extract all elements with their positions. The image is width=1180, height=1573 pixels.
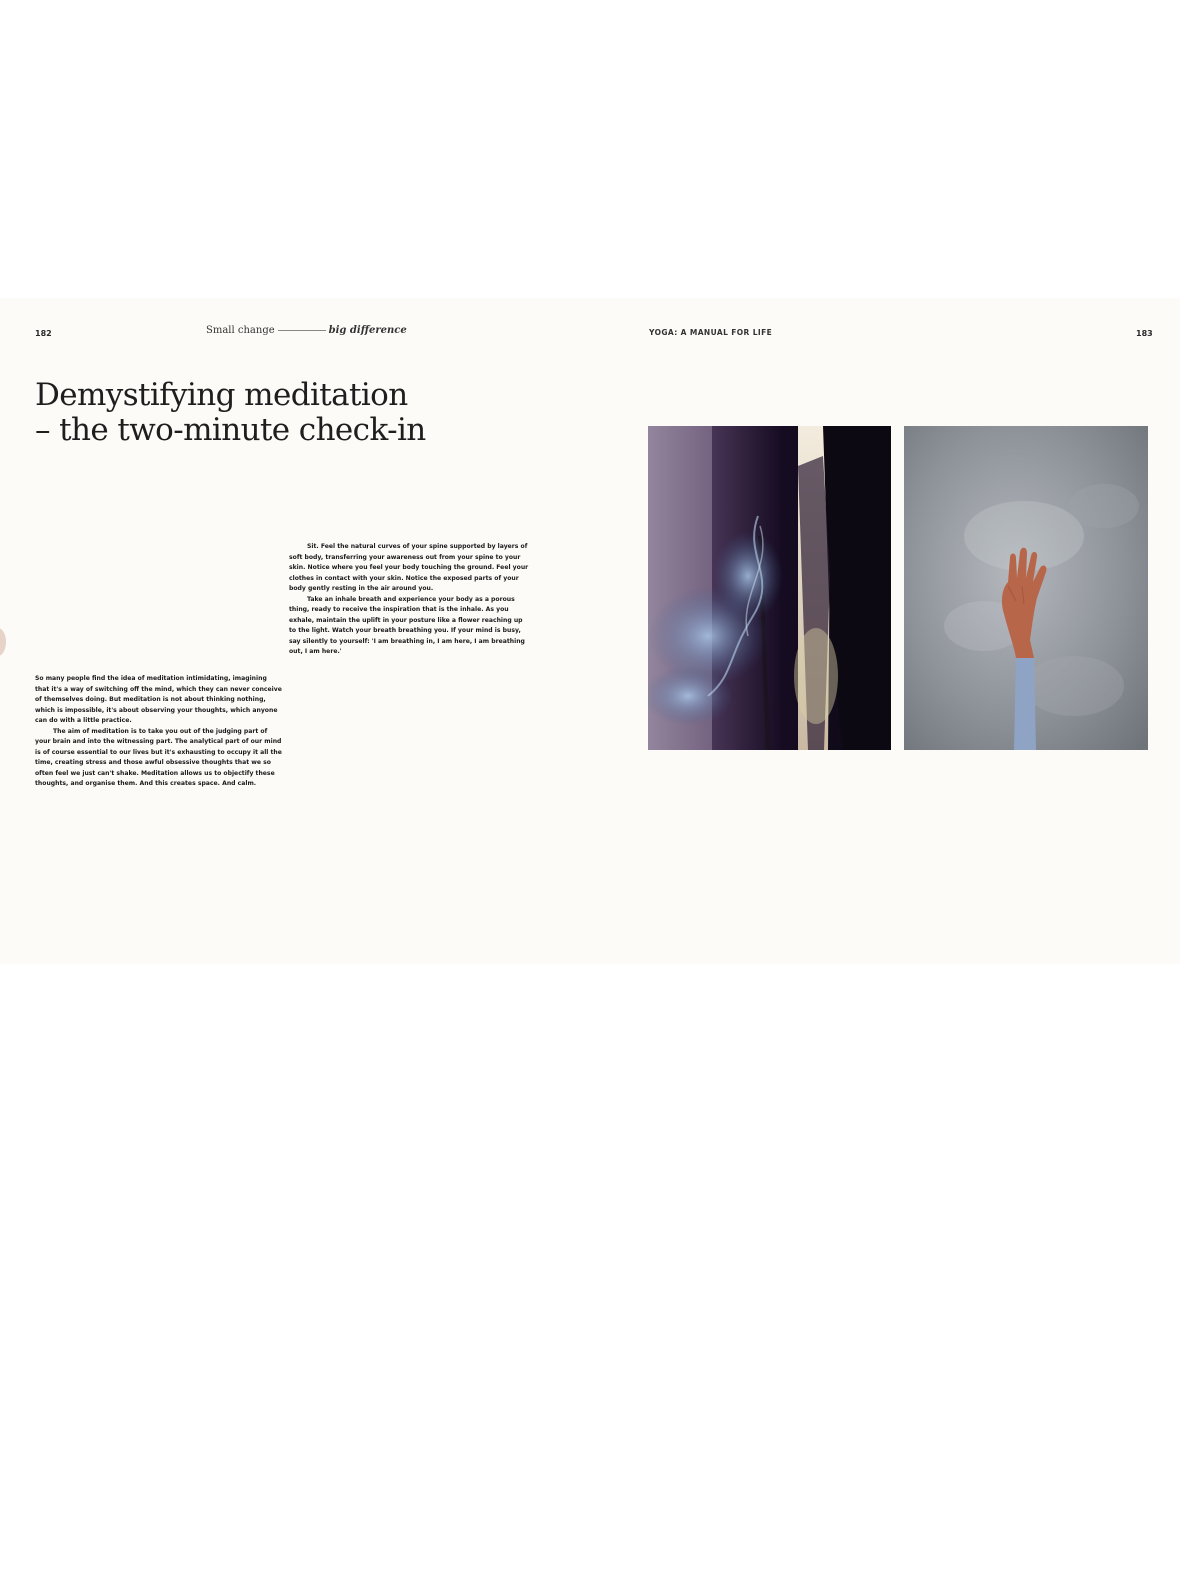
hand-on-wall-photo — [904, 426, 1148, 750]
body-paragraph: The aim of meditation is to take you out of the judging part of your brain and into the witnessing part. The analytical part of our mind is of course essential to our lives but it's exhausting to occupy it all the time, creating stress and those awful obsessive thoughts that we so often feel we just can't shake. Meditation allows us to objectify these thoughts, and organise them. And this creates space. And calm. — [35, 727, 282, 787]
page-edge-tab[interactable] — [0, 628, 6, 656]
book-spread — [0, 298, 1180, 964]
incense-smoke-photo — [648, 426, 891, 750]
left-page-number: 182 — [35, 329, 52, 338]
page-title — [35, 378, 455, 448]
body-paragraph: So many people find the idea of meditation intimidating, imagining that it's a way of switching off the mind, which they can never conceive of themselves doing. But meditation is not about thinking nothing, which is impossible, it's about observing your thoughts, which anyone can do with a little practice. — [35, 675, 282, 724]
title-line-1: Demystifying meditation — [35, 377, 408, 413]
running-head-part1: Small change — [206, 325, 275, 336]
hand-on-wall-image — [904, 426, 1148, 750]
running-head-rule — [278, 330, 326, 331]
incense-smoke-image — [648, 426, 891, 750]
right-running-head: YOGA: A MANUAL FOR LIFE — [649, 328, 773, 337]
body-paragraph: Sit. Feel the natural curves of your spine supported by layers of soft body, transferring your awareness out from your spine to your skin. Notice where you feel your body touching the ground. Feel your clothes in contact with your skin. Notice the exposed parts of your body gently resting in the air around you. — [289, 543, 529, 592]
running-head-part2: big difference — [328, 325, 407, 336]
body-paragraph: Take an inhale breath and experience your body as a porous thing, ready to receive the inspiration that is the inhale. As you exhale, maintain the uplift in your posture like a flower reaching up to the light. Watch your breath breathing you. If your mind is busy, say silently to yourself: 'I am breathing in, I am here, I am breathing out, I am here.' — [289, 595, 525, 655]
body-column-right — [289, 542, 531, 658]
right-page-number: 183 — [1136, 329, 1153, 338]
left-running-head — [206, 325, 407, 336]
title-line-2: – the two-minute check-in — [35, 412, 426, 448]
body-column-left — [35, 674, 283, 790]
